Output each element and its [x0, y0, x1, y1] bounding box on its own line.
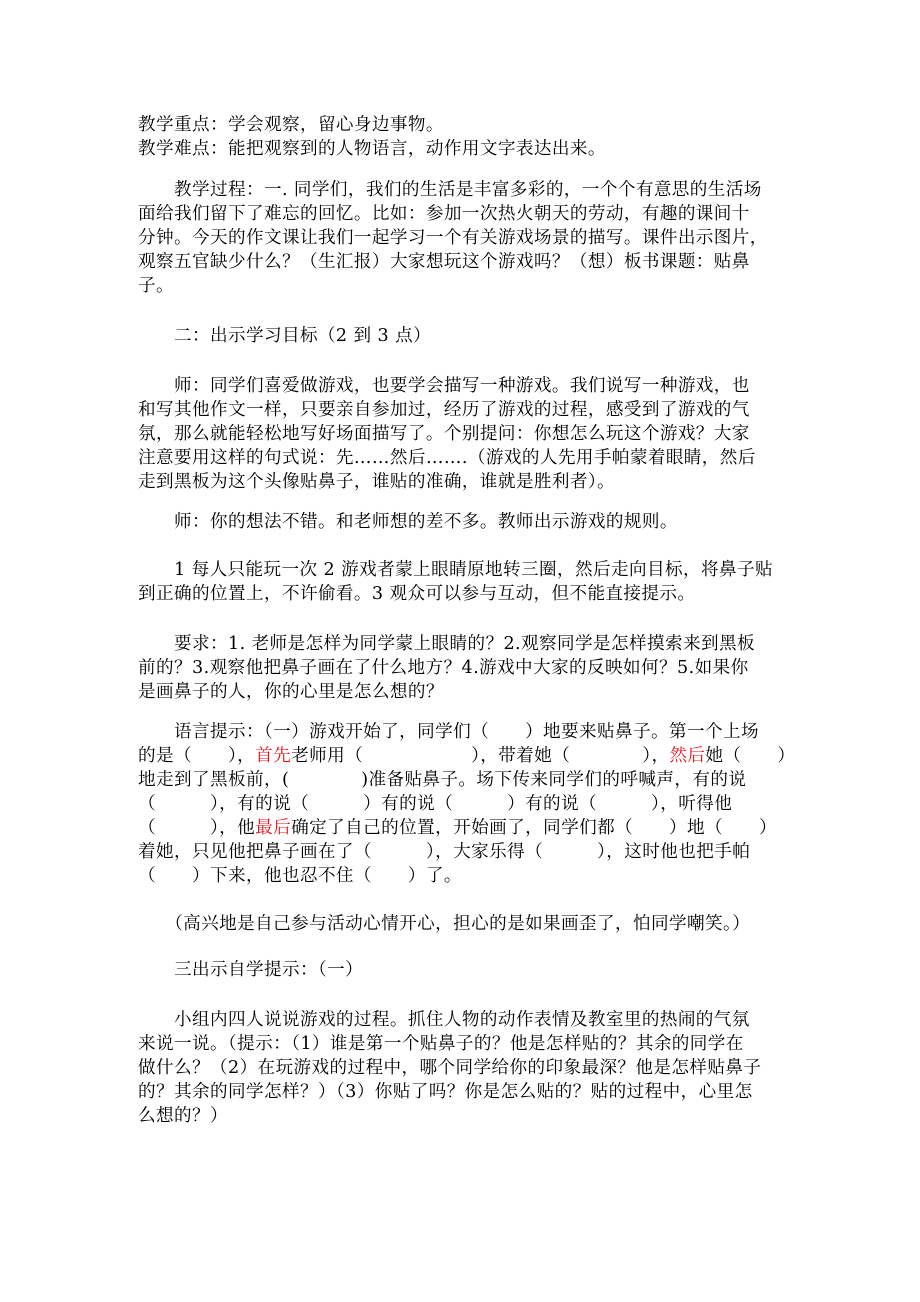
text-line — [138, 422, 798, 446]
text-segment: 来说一说。（提示：（1）谁是第一个贴鼻子的？他是怎样贴的？其余的同学在 — [138, 1034, 744, 1054]
text-line — [138, 250, 798, 274]
text-segment: 二：出示学习目标（2 到 3 点） — [138, 326, 432, 346]
text-segment: 教学过程：一. 同学们，我们的生活是丰富多彩的，一个个有意思的生活场 — [138, 180, 762, 200]
text-line — [138, 582, 798, 606]
text-segment: 走到黑板为这个头像贴鼻子，谁贴的准确，谁就是胜利者）。 — [138, 472, 616, 492]
text-line — [138, 632, 798, 656]
highlighted-word: 首先 — [255, 746, 292, 766]
text-segment: 要求：1. 老师是怎样为同学蒙上眼睛的？2.观察同学是怎样摸索来到黑板 — [138, 634, 755, 654]
text-segment: 氛，那么就能轻松地写好场面描写了。个别提问：你想怎么玩这个游戏？大家 — [138, 424, 750, 444]
text-line — [138, 864, 798, 888]
text-segment: 老师用（ ），带着她（ ）， — [291, 746, 670, 766]
text-segment: （ ）下来，他也忍不住（ ）了。 — [138, 866, 462, 886]
text-line — [138, 137, 798, 161]
paragraph-teacher1 — [138, 374, 798, 494]
text-line — [138, 374, 798, 398]
text-line — [138, 226, 798, 250]
text-line — [138, 446, 798, 470]
text-line — [138, 113, 798, 137]
text-segment: 教学难点：能把观察到的人物语言，动作用文字表达出来。 — [138, 139, 606, 159]
text-segment: 做什么？（2）在玩游戏的过程中，哪个同学给你的印象最深？他是怎样贴鼻子 — [138, 1058, 762, 1078]
paragraph-self-study — [138, 958, 798, 982]
text-segment: 1 每人只能玩一次 2 游戏者蒙上眼睛原地转三圈，然后走向目标，将鼻子贴 — [138, 560, 773, 580]
text-segment: （高兴地是自己参与活动心情开心，担心的是如果画歪了，怕同学嘲笑。） — [138, 914, 751, 934]
text-segment: 注意要用这样的句式说：先……然后…….（游戏的人先用手帕蒙着眼睛，然后 — [138, 448, 756, 468]
text-segment: 确定了自己的位置，开始画了，同学们都（ ）地（ ） — [291, 818, 778, 838]
text-line — [138, 558, 798, 582]
text-line — [138, 656, 798, 680]
text-line — [138, 720, 798, 744]
text-segment: 师：你的想法不错。和老师想的差不多。教师出示游戏的规则。 — [138, 512, 678, 532]
text-line — [138, 744, 798, 768]
text-segment: （ ），有的说（ ）有的说（ ）有的说（ ），听得他 — [138, 794, 733, 814]
text-segment: 地走到了黑板前，( )准备贴鼻子。场下传来同学们的呼喊声，有的说 — [138, 770, 747, 790]
text-line — [138, 816, 798, 840]
text-segment: 分钟。今天的作文课让我们一起学习一个有关游戏场景的描写。课件出示图片， — [138, 228, 768, 248]
text-segment: 前的？3.观察他把鼻子画在了什么地方？4.游戏中大家的反映如何？5.如果你 — [138, 658, 749, 678]
text-segment: 小组内四人说说游戏的过程。抓住人物的动作表情及教室里的热闹的气氛 — [138, 1010, 750, 1030]
text-segment: 面给我们留下了难忘的回忆。比如：参加一次热火朝天的劳动，有趣的课间十 — [138, 204, 750, 224]
text-segment: 么想的？） — [138, 1106, 228, 1126]
text-segment: 是画鼻子的人，你的心里是怎么想的？ — [138, 682, 444, 702]
text-line — [138, 840, 798, 864]
text-segment: 观察五官缺少什么？（生汇报）大家想玩这个游戏吗？（想）板书课题：贴鼻 — [138, 252, 750, 272]
text-line — [138, 912, 798, 936]
text-segment: 子。 — [138, 276, 174, 296]
paragraph-teacher2 — [138, 510, 798, 534]
text-segment: 师：同学们喜爱做游戏，也要学会描写一种游戏。我们说写一种游戏，也 — [138, 376, 750, 396]
text-segment: （ ），他 — [138, 818, 256, 838]
text-line — [138, 1008, 798, 1032]
text-segment: 的？其余的同学怎样？）（3）你贴了吗？你是怎么贴的？贴的过程中，心里怎 — [138, 1082, 753, 1102]
text-line — [138, 1056, 798, 1080]
text-segment: 到正确的位置上，不许偷看。3 观众可以参与互动，但不能直接提示。 — [138, 584, 696, 604]
paragraph-language-hint — [138, 720, 798, 888]
text-line — [138, 768, 798, 792]
text-line — [138, 470, 798, 494]
text-line — [138, 202, 798, 226]
paragraph-process — [138, 178, 798, 298]
text-line — [138, 274, 798, 298]
text-line — [138, 324, 798, 348]
text-line — [138, 398, 798, 422]
text-line — [138, 1104, 798, 1128]
text-line — [138, 510, 798, 534]
highlighted-word: 然后 — [669, 746, 706, 766]
paragraph-focus — [138, 113, 798, 161]
text-line — [138, 680, 798, 704]
paragraph-rules — [138, 558, 798, 606]
text-segment: 语言提示：（一）游戏开始了，同学们（ ）地要来贴鼻子。第一个上场 — [138, 722, 759, 742]
text-segment: 教学重点：学会观察，留心身边事物。 — [138, 115, 444, 135]
text-line — [138, 958, 798, 982]
text-segment: 她（ ） — [705, 746, 796, 766]
highlighted-word: 最后 — [255, 818, 292, 838]
paragraph-goals — [138, 324, 798, 348]
text-segment: 三出示自学提示：（一） — [138, 960, 364, 980]
text-segment: 和写其他作文一样，只要亲自参加过，经历了游戏的过程，感受到了游戏的气 — [138, 400, 750, 420]
text-line — [138, 1080, 798, 1104]
paragraph-requirements — [138, 632, 798, 704]
text-line — [138, 178, 798, 202]
text-line — [138, 792, 798, 816]
text-segment: 着她，只见他把鼻子画在了（ ），大家乐得（ ），这时他也把手帕 — [138, 842, 751, 862]
text-segment: 的是（ ）， — [138, 746, 256, 766]
paragraph-note — [138, 912, 798, 936]
paragraph-group — [138, 1008, 798, 1128]
text-line — [138, 1032, 798, 1056]
